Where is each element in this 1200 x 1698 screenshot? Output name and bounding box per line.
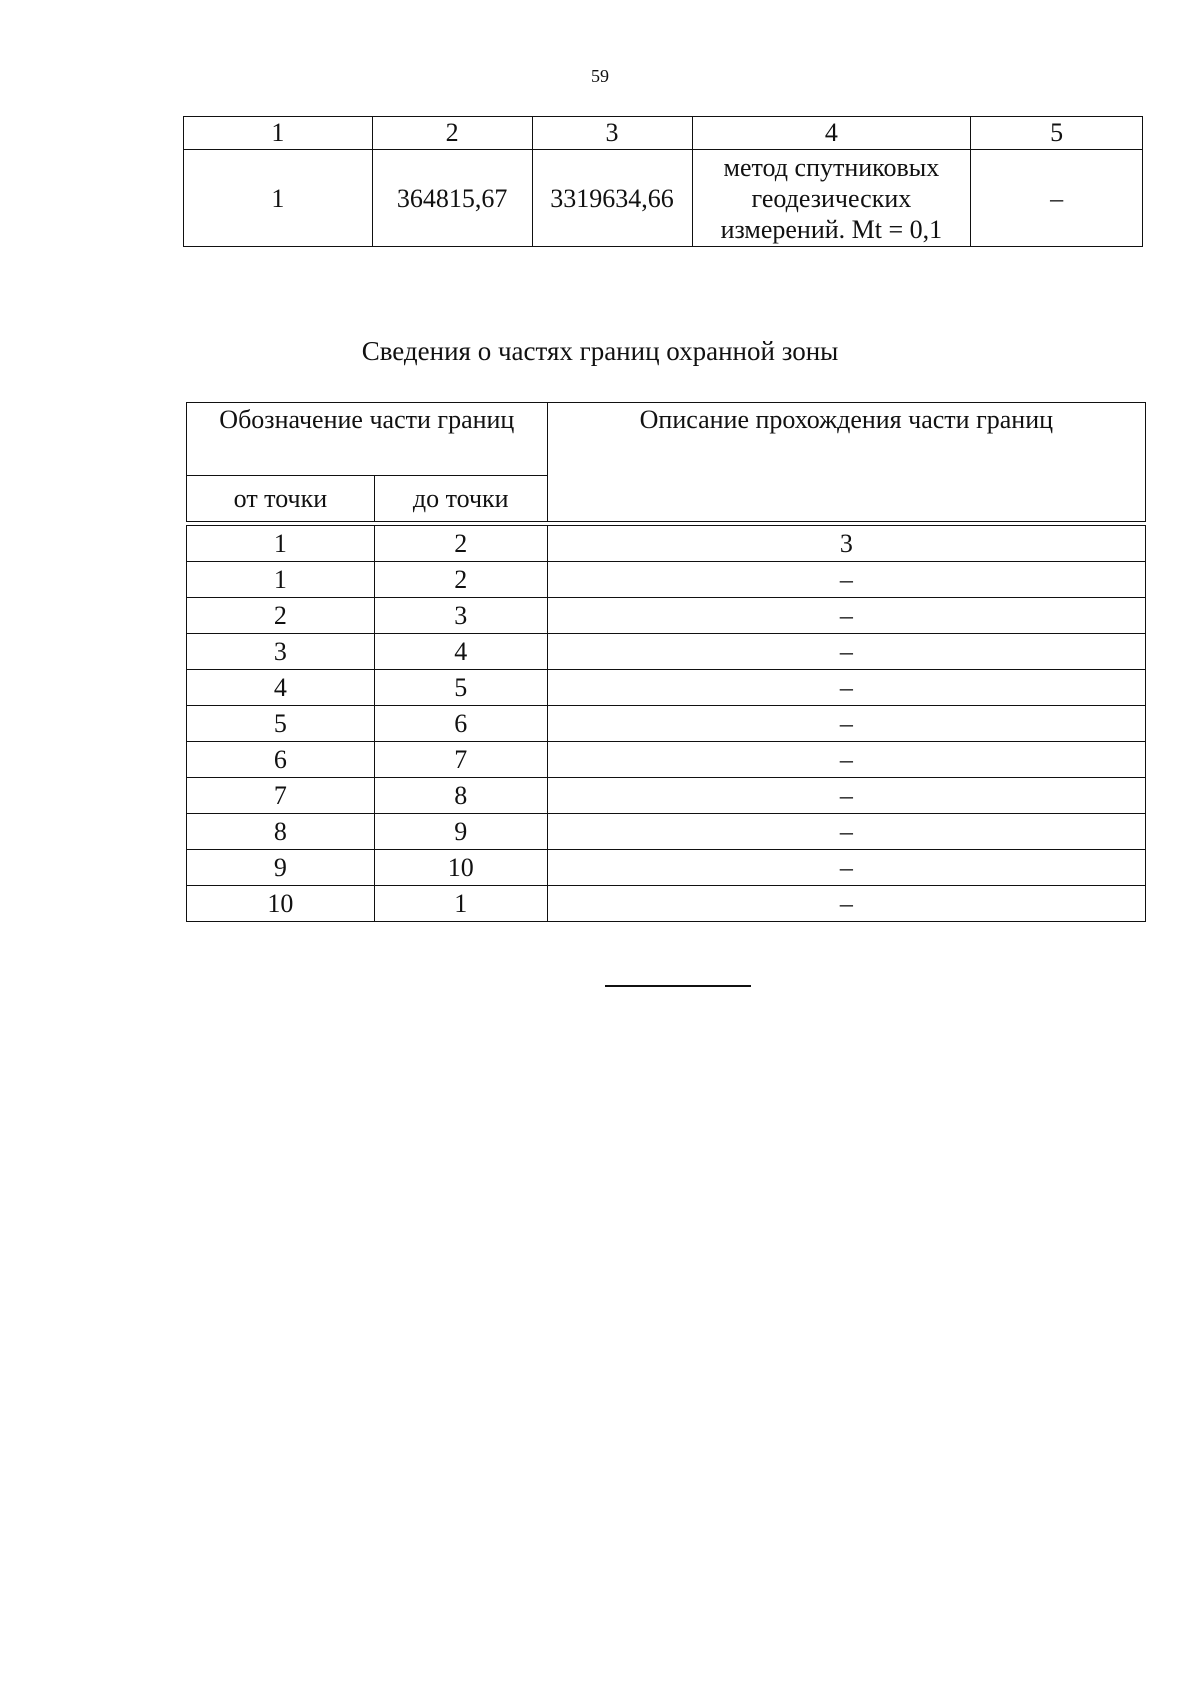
- description: –: [547, 778, 1145, 814]
- from-point-header: от точки: [187, 476, 375, 522]
- end-rule-divider: [605, 985, 751, 987]
- to-point: 7: [374, 742, 547, 778]
- column-number-1: 1: [187, 526, 375, 562]
- column-number-2: 2: [372, 117, 532, 150]
- table-row: [187, 706, 1146, 742]
- to-point-header: до точки: [374, 476, 547, 522]
- column-number-2: 2: [374, 526, 547, 562]
- coordinates-header-row: [184, 117, 1143, 150]
- table-row: [184, 150, 1143, 247]
- table-row: [187, 742, 1146, 778]
- from-point: 3: [187, 634, 375, 670]
- to-point: 10: [374, 850, 547, 886]
- description-header: Описание прохождения части границ: [547, 403, 1145, 522]
- to-point: 9: [374, 814, 547, 850]
- from-point: 8: [187, 814, 375, 850]
- to-point: 8: [374, 778, 547, 814]
- to-point: 4: [374, 634, 547, 670]
- extra-value: –: [971, 150, 1143, 247]
- description: –: [547, 742, 1145, 778]
- table-row: [187, 814, 1146, 850]
- column-numbers-row: [187, 526, 1146, 562]
- method-line: метод спутниковых: [723, 152, 940, 182]
- page-number: 59: [591, 66, 609, 86]
- description: –: [547, 634, 1145, 670]
- to-point: 5: [374, 670, 547, 706]
- description: –: [547, 886, 1145, 922]
- table-row: [187, 886, 1146, 922]
- coordinates-table: [183, 116, 1143, 247]
- column-number-5: 5: [971, 117, 1143, 150]
- from-point: 5: [187, 706, 375, 742]
- coordinate-y: 3319634,66: [532, 150, 692, 247]
- column-number-3: 3: [532, 117, 692, 150]
- description: –: [547, 814, 1145, 850]
- from-point: 4: [187, 670, 375, 706]
- coordinate-x: 364815,67: [372, 150, 532, 247]
- from-point: 7: [187, 778, 375, 814]
- table-row: [187, 634, 1146, 670]
- to-point: 1: [374, 886, 547, 922]
- from-point: 10: [187, 886, 375, 922]
- to-point: 2: [374, 562, 547, 598]
- column-number-4: 4: [692, 117, 971, 150]
- table-row: [187, 778, 1146, 814]
- description: –: [547, 598, 1145, 634]
- from-point: 6: [187, 742, 375, 778]
- table-row: [187, 562, 1146, 598]
- description: –: [547, 562, 1145, 598]
- table-row: [187, 670, 1146, 706]
- column-number-3: 3: [547, 526, 1145, 562]
- from-point: 2: [187, 598, 375, 634]
- to-point: 3: [374, 598, 547, 634]
- point-number: 1: [184, 150, 373, 247]
- description: –: [547, 850, 1145, 886]
- description: –: [547, 706, 1145, 742]
- table-row: [187, 850, 1146, 886]
- group-header: Обозначение части границ: [187, 403, 548, 476]
- to-point: 6: [374, 706, 547, 742]
- section-title: Сведения о частях границ охранной зоны: [361, 336, 839, 366]
- boundary-parts-table: [186, 402, 1146, 922]
- description: –: [547, 670, 1145, 706]
- column-number-1: 1: [184, 117, 373, 150]
- from-point: 9: [187, 850, 375, 886]
- parts-header-row: [187, 403, 1146, 476]
- method-line: измерений. Mt = 0,1: [720, 214, 943, 244]
- method-description: [692, 150, 971, 247]
- table-row: [187, 598, 1146, 634]
- from-point: 1: [187, 562, 375, 598]
- method-line: геодезических: [751, 183, 912, 213]
